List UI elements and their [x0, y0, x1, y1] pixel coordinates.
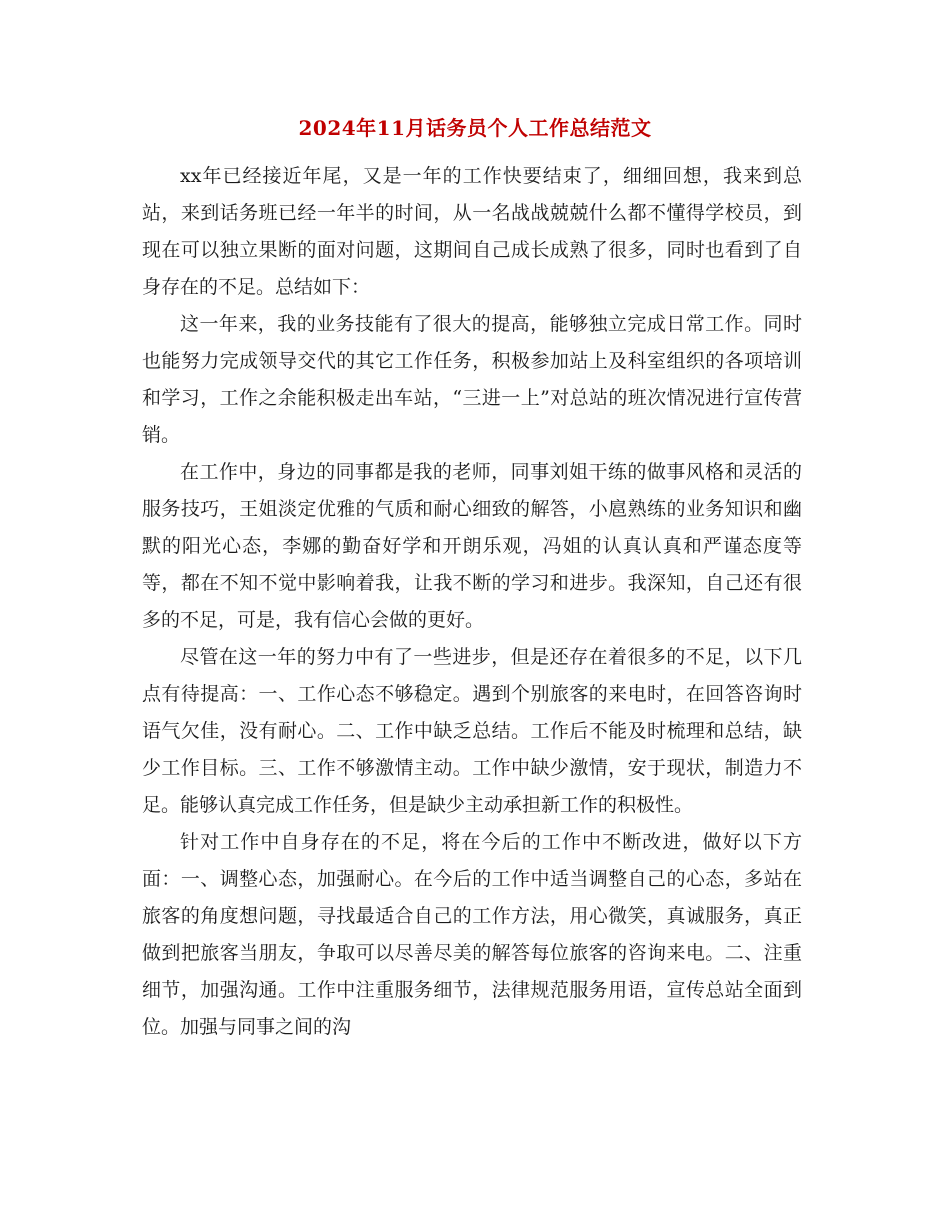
document-title: 2024年11月话务员个人工作总结范文: [298, 116, 652, 140]
paragraph-improvements: 针对工作中自身存在的不足，将在今后的工作中不断改进，做好以下方面：一、调整心态，加强耐心。在今后的工作中适当调整自己的心态，多站在旅客的角度想问题，寻找最适合自己的工作方法，用心微笑，真诚服务，真正做到把旅客当朋友，争取可以尽善尽美的解答每位旅客的咨询来电。二、注重细节，加强沟通。工作中注重服务细节，法律规范服务用语，宣传总站全面到位。加强与同事之间的沟: [142, 831, 802, 1038]
paragraph-colleagues: 在工作中，身边的同事都是我的老师，同事刘姐干练的做事风格和灵活的服务技巧，王姐淡定优雅的气质和耐心细致的解答，小扈熟练的业务知识和幽默的阳光心态，李娜的勤奋好学和开朗乐观，冯姐的认真认真和严谨态度等等，都在不知不觉中影响着我，让我不断的学习和进步。我深知，自己还有很多的不足，可是，我有信心会做的更好。: [142, 461, 802, 631]
paragraph-shortcomings: 尽管在这一年的努力中有了一些进步，但是还存在着很多的不足，以下几点有待提高：一、工作心态不够稳定。遇到个别旅客的来电时，在回答咨询时语气欠佳，没有耐心。二、工作中缺乏总结。工作后不能及时梳理和总结，缺少工作目标。三、工作不够激情主动。工作中缺少激情，安于现状，制造力不足。能够认真完成工作任务，但是缺少主动承担新工作的积极性。: [142, 646, 802, 816]
paragraph-intro: xx年已经接近年尾，又是一年的工作快要结束了，细细回想，我来到总站，来到话务班已经一年半的时间，从一名战战兢兢什么都不懂得学校员，到现在可以独立果断的面对问题，这期间自己成长成熟了很多，同时也看到了自身存在的不足。总结如下：: [142, 165, 802, 298]
paragraph-skills: 这一年来，我的业务技能有了很大的提高，能够独立完成日常工作。同时也能努力完成领导交代的其它工作任务，积极参加站上及科室组织的各项培训和学习，工作之余能积极走出车站，“三进一上”对总站的班次情况进行宣传营销。: [142, 313, 802, 446]
document-body: [142, 158, 802, 1046]
